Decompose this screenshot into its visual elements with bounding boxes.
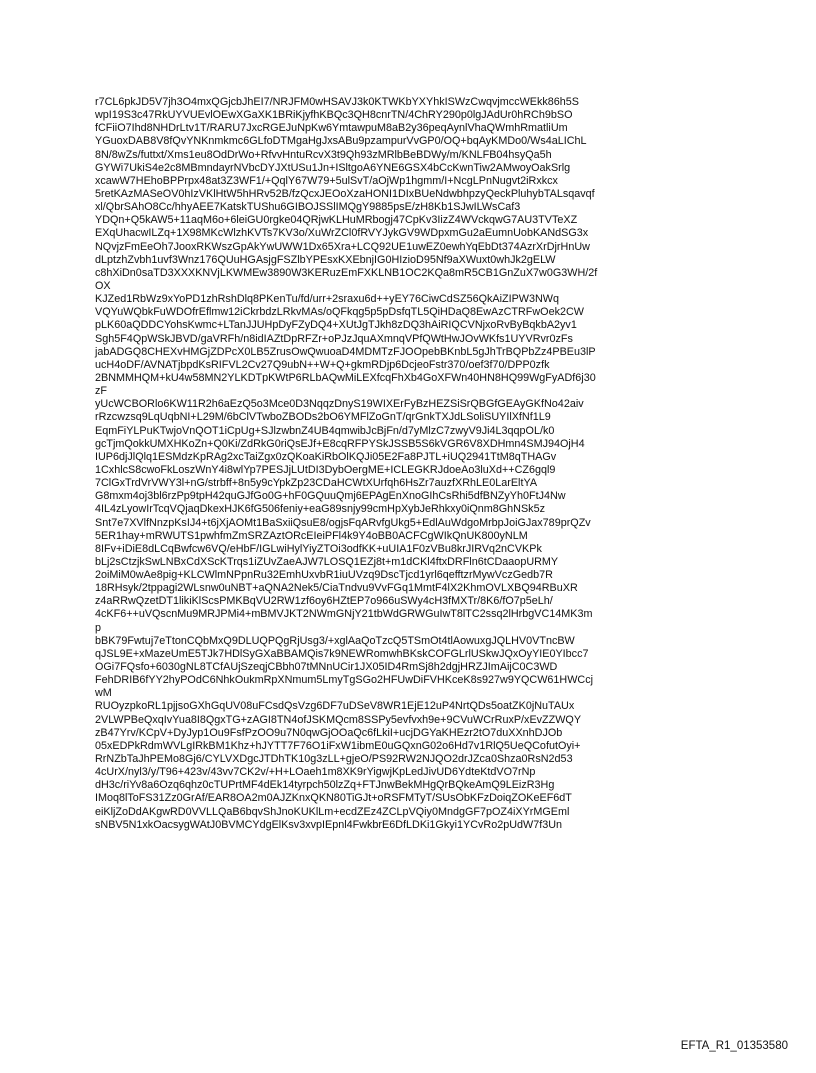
text-line: c8hXiDn0saTD3XXXKNVjLKWMEw3890W3KERuzEmFXKLNB1OC2KQa8mR5CB1GnZuX7w0G3WH/2f [95,266,598,279]
text-line: 4cUrX/nyl3/y/T96+423v/43vv7CK2v/+H+LOaeh1m8XK9rYigwjKpLedJivUD6YdteKtdVO7rNp [95,766,536,779]
text-line: eiKljZoDdAKgwRD0VVLLQaB6bqvShJnoKUKlLm+ecdZEz4ZCLpVQiy0MndgGF7pOZ4iXYrMGEml [95,805,570,818]
text-line: dLptzhZvbh1uvf3Wnz176QUuHGAsjgFSZlbYPEsxKXEbnjIG0HIzioD95Nf9aXWuxt0whJk2gELW [95,253,556,266]
text-line: fCFiiO7Ihd8NHDrLtv1T/RARU7JxcRGEJuNpKw6YmtawpuM8aB2y36peqAynlVhaQWmhRmatliUm [95,122,568,135]
text-line: VQYuWQbkFuWDOfrEflmw12iCkrbdzLRkvMAs/oQFkqg5p5pDsfqTL5QiHDaQ8EwAzCTRFwOek2CW [95,306,584,319]
text-line: IUP6djJlQlq1ESMdzKpRAg2xcTaiZgx0zQKoaKiRbOlKQJi05E2Fa8PJTL+iUQ2941TtM8qTHAGv [95,450,557,463]
text-line: 18RHsyk/2tppagi2WLsnw0uNBT+aQNA2Nek5/CiaTndvu9VvFGq1MmtF4lX2KhmOVLXBQ94RBuXR [95,582,578,595]
text-line: Snt7e7XVlfNnzpKsIJ4+t6jXjAOMt1BaSxiiQsuE8/ogjsFqARvfgUkg5+EdlAuWdgoMrbpJoiGJax789prQZv [95,516,591,529]
text-line: IMoq8lToFS31Zz0GrAf/EAR8OA2m0AJZKnxQKN80TiGJt+oRSFMTyT/SUsObKFzDoiqZOKeEF6dT [95,792,572,805]
text-line: yUcWCBORlo6KW11R2h6aEzQ5o3Mce0D3NqqzDnyS19WIXErFyBzHEZSiSrQBGfGEAyGKfNo42aiv [95,398,584,411]
text-line: dH3c/riYv8a6Ozq6qhz0cTUPrtMF4dEk14tyrpch50lzZq+FTJnwBekMHgQrBQkeAmQ9LEizR3Hg [95,779,555,792]
text-line: 1CxhlcS8cwoFkLoszWnY4i8wlYp7PESJjLUtDI3DybOergME+ICLEGKRJdoeAo3luXd++CZ6gql9 [95,463,556,476]
text-line: 4IL4zLyowIrTcqVQjaqDkexHJK6fG506feniy+eaG89snjy99cmHpXybJeRhkxy0iQnm8GhNSk5z [95,503,545,516]
text-line: bLj2sCtzjkSwLNBxCdXScKTrqs1iZUvZaeAJW7LOSQ1EZj8t+m1dCKl4ftxDRFln6tCDaaopURMY [95,555,559,568]
text-line: p [95,621,102,634]
text-line: gcTjmQokkUMXHKoZn+Q0Ki/ZdRkG0riQsEJf+E8cqRFPYSkJSSB5S6kVGR6V8XDHmn4SMJ94OjH4 [95,437,585,450]
text-line: YGuoxDAB8V8fQvYNKnmkmc6GLfoDTMgaHgJxsABu9pzampurVvGP0/OQ+bqAyKMDo0/Ws4aLIChL [95,135,587,148]
text-line: NQvjzFmEeOh7JooxRKWszGpAkYwUWW1Dx65Xra+LCQ92UE1uwEZ0ewhYqEbDt374AzrXrDjrHnUw [95,240,590,253]
text-line: 5ER1hay+mRWUTS1pwhfmZmSRZAztORcEIeiPFl4k9Y4oBB0ACFCgWIkQnUK800yNLM [95,529,528,542]
text-line: r7CL6pkJD5V7jh3O4mxQGjcbJhEI7/NRJFM0wHSAVJ3k0KTWKbYXYhkISWzCwqvjmccWEkk86h5S [95,96,580,108]
text-line: 4cKF6++uVQscnMu9MRJPMi4+mBMVJKT2NWmGNjY21tbWdGRWGuIwT8lTC2ssq2lHrbgVC14MK3m [95,608,593,621]
text-line: pLK60aQDDCYohsKwmc+LTanJJUHpDyFZyDQ4+XUtJgTJkh8zDQ3hAiRIQCVNjxoRvByBqkbA2yv1 [95,319,577,332]
text-line: xl/QbrSAhO8Cc/hhyAEE7KatskTUShu6GIBOJSSlIMQgY9885psE/zH8Kb1SJwILWsCaf3 [95,201,521,214]
text-line: RUOyzpkoRL1pjjsoGXhGqUV08uFCsdQsVzg6DF7uDSeV8WR1EjE12uP4NrtQDs5oatZK0jNuTAUx [95,700,575,713]
text-line: 5retKAzMASeOV0hIzVKlHtW5hHRv52B/fzQcxJEOoXzaHONI1DIxBUeNdwbhpzyQeckPluhybTALsqavqf [95,187,595,200]
text-line: wM [95,687,112,700]
text-line: ucH4oDF/AVNATjbpdKsRIFVL2Cv27Q9ubN++W+Q+gkmRDjp6DcjeoFstr370/oef3f70/DPP0zfk [95,358,550,371]
text-line: qJSL9E+xMazeUmE5TJk7HDlSyGXaBBAMQis7k9NEWRomwhBKskCOFGLrlUSkwJQxOyYIE0YIbcc7 [95,647,589,660]
text-line: zF [95,385,107,398]
text-line: 7ClGxTrdVrVWY3l+nG/strbff+8n5y9cYpkZp23CDaHCWtXUrfqh6HsZr7auzfXRhLE0LarEltYA [95,477,538,490]
text-line: 05xEDPkRdmWVLgIRkBM1Khz+hJYTT7F76O1iFxW1ibmE0uGQxnG02o6Hd7v1RlQ5UeQCofutOyi+ [95,739,581,752]
encoded-text-block [95,96,735,832]
text-line: EXqUhacwILZq+1X98MKcWlzhKVTs7KV3o/XuWrZCl0fRVYJykGV9WDpxmGu2aEumnUobKANdSG3x [95,227,589,240]
text-line: Sgh5F4QpWSkJBVD/gaVRFh/n8idIAZtDpRFZr+oPJzJquAXmnqVPfQWtHwJOvWKfs1UYVRvr0zFs [95,332,573,345]
text-line: RrNZbTaJhPEMo8Gj6/CYLVXDgcJTDhTK10g3zLL+gjeO/PS92RW2NJQO2drJZca0Shza0RsN2d53 [95,753,573,766]
text-line: xcawW7HEhoBPPrpx48at3Z3WF1/+QqlY67W79+5ulSvT/aOjWp1hgmm/I+NcgLPnNugvt2iRxkcx [95,174,558,187]
text-line: 8N/8wZs/futtxt/Xms1eu8OdDrWo+RfvvHntuRcvX3t9Qh93zMRlbBeBDWy/m/KNLFB04hsyQa5h [95,148,552,161]
text-line: G8mxm4oj3bl6rzPp9tpH42quGJfGo0G+hF0GQuuQmj6EPAgEnXnoGIhCsRhi5dfBNZyYh0FtJ4Nw [95,490,566,503]
text-line: zB47Yrv/KCpV+DyJyp1Ou9FsfPzOO9u7N0qwGjOOaQc6fLkiI+ucjDGYaKHEzr2tO7duXXnhDJOb [95,726,563,739]
text-line: 2BNMMHQM+kU4w58MN2YLKDTpKWtP6RLbAQwMiLEXfcqFhXb4GoXFWn40HN8HQ99WgFyADf6j30 [95,371,596,384]
text-line: YDQn+Q5kAW5+11aqM6o+6leiGU0rgke04QRjwKLHuMRbogj47CpKv3IizZ4WVckqwG7AU3TVTeXZ [95,214,578,227]
text-line: 8IFv+iDiE8dLCqBwfcw6VQ/eHbF/IGLwiHylYiyZTOi3odfKK+uUIA1F0zVBu8krJIRVq2nCVKPk [95,542,542,555]
text-line: OX [95,279,111,292]
text-line: sNBV5N1xkOacsygWAtJ0BVMCYdgElKsv3xvpIEpnl4FwkbrE6DfLDKi1Gkyi1YCvRo2pUdW7f3Un [95,818,563,831]
text-line: EqmFiYLPuKTwjoVnQOT1iCpUg+SJlzwbnZ4UB4qmwibJcBjFn/d7yMlzC7zwyV9Ji4L3qqpOL/k0 [95,424,555,437]
text-line: GYWi7UkiS4e2c8MBmndayrNVbcDYJXtUSu1Jn+ISltgoA6YNE6GSX4bCcKwnTiw2AMwoyOakSrlg [95,161,571,174]
text-line: z4aRRwQzetDT1likiKlScsPMKBqVU2RW1zf6oy6HZtEP7o966uSWy4cH3fMXTr/8K6/fO7p5eLh/ [95,595,553,608]
text-line: OGi7FQsfo+6030gNL8TCfAUjSzeqjCBbh07tMNnUCir1JX05ID4RmSj8h2dgjHRZJImAijC0C3WD [95,661,558,674]
text-line: rRzcwzsq9LqUqbNI+L29M/6bClVTwboZBODs2bO6YMFlZoGnT/qrGnkTXJdLSoliSUYIlXfNf1L9 [95,411,551,424]
text-line: KJZed1RbWz9xYoPD1zhRshDlq8PKenTu/fd/urr+2sraxu6d++yEY76CiwCdSZ56QkAiZIPW3NWq [95,293,559,306]
text-line: bBK79Fwtuj7eTtonCQbMxQ9DLUQPQgRjUsg3/+xglAaQoTzcQ5TSmOt4tlAowuxgJQLHV0VTncBW [95,634,575,647]
text-line: jabADGQ8CHEXvHMGjZDPcX0LB5ZrusOwQwuoaD4MDMTzFJOOpebBKnbL5gJhTrBQPbZz4PBEu3lP [95,345,596,358]
text-line: 2VLWPBeQxqIvYua8I8QgxTG+zAGI8TN4ofJSKMQcm8SSPy5evfvxh9e+9CVuWCrRuxP/xEvZZWQY [95,713,582,726]
text-line: FehDRIB6fYY2hyPOdC6NhkOukmRpXNmum5LmyTgSGo2HFUwDiFVHKceK8s927w9YQCW61HWCcj [95,674,594,687]
text-line: 2oiMiM0wAe8pig+KLCWlmNPpnRu32EmhUxvbR1iuUVzq9DscTjcd1yrl6qefftzrMywVczGedb7R [95,569,553,582]
document-footer-id: EFTA_R1_01353580 [680,1040,788,1052]
text-line: wpI19S3c47RkUYVUEvlOEwXGaXK1BRiKjyfhKBQc3QH8cnrTN/4ChRY290p0lgJAdUr0hRCh9bSO [95,109,573,122]
